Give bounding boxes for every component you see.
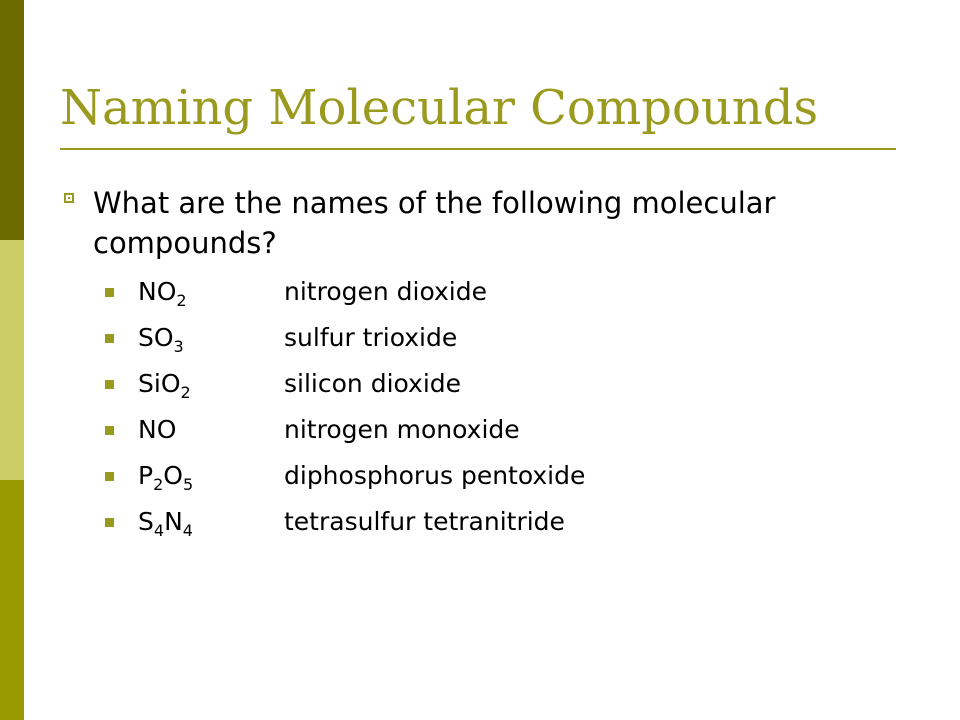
compound-name: nitrogen dioxide	[284, 277, 487, 306]
compound-name: diphosphorus pentoxide	[284, 461, 586, 490]
compound-item	[105, 276, 905, 322]
compound-formula	[138, 506, 193, 538]
compound-formula	[138, 460, 193, 492]
square-bullet-icon	[64, 193, 74, 203]
filled-square-bullet-icon	[105, 518, 114, 527]
compound-item	[105, 414, 905, 460]
compound-name: tetrasulfur tetranitride	[284, 507, 565, 536]
filled-square-bullet-icon	[105, 472, 114, 481]
formula-symbol: P	[138, 461, 154, 490]
question-text: What are the names of the following molecular compounds?	[93, 186, 776, 260]
side-bar-light	[0, 240, 24, 480]
compound-item	[105, 368, 905, 414]
compound-item	[105, 506, 905, 552]
formula-symbol: SiO	[138, 369, 181, 398]
compound-name: nitrogen monoxide	[284, 415, 520, 444]
compound-list	[105, 276, 905, 552]
formula-symbol: SO	[138, 323, 174, 352]
formula-symbol: NO	[138, 277, 177, 306]
filled-square-bullet-icon	[105, 426, 114, 435]
compound-formula	[138, 276, 187, 308]
formula-subscript: 2	[153, 475, 164, 494]
formula-symbol: S	[138, 507, 154, 536]
formula-symbol: NO	[138, 415, 177, 444]
formula-subscript: 4	[182, 521, 193, 540]
formula-subscript: 2	[176, 291, 187, 310]
title-divider	[60, 148, 896, 150]
compound-item	[105, 460, 905, 506]
formula-subscript: 4	[153, 521, 165, 540]
compound-formula	[138, 368, 191, 400]
compound-name: sulfur trioxide	[284, 323, 458, 352]
side-bar-medium	[0, 480, 24, 720]
side-bar-dark	[0, 0, 24, 240]
compound-formula	[138, 414, 176, 446]
formula-subscript: 2	[180, 383, 191, 402]
filled-square-bullet-icon	[105, 288, 114, 297]
formula-symbol: N	[164, 507, 183, 536]
compound-item	[105, 322, 905, 368]
compound-formula	[138, 322, 184, 354]
formula-symbol: O	[163, 461, 183, 490]
formula-subscript: 3	[173, 337, 184, 356]
filled-square-bullet-icon	[105, 380, 114, 389]
filled-square-bullet-icon	[105, 334, 114, 343]
slide-title: Naming Molecular Compounds	[60, 80, 819, 136]
compound-name: silicon dioxide	[284, 369, 462, 398]
formula-subscript: 5	[182, 475, 194, 494]
